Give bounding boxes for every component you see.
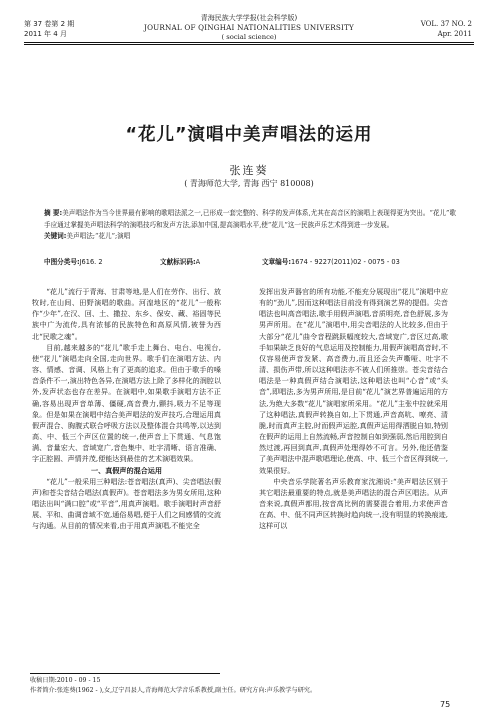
author-bio: 作者简介:张连葵(1962 - ),女,辽宁昌县人,青海师范大学音乐系教授,副主任。研究方向:声乐教学与研究。 [30, 687, 317, 694]
keywords [44, 231, 456, 243]
document-code-label: 文献标识码: [160, 258, 196, 266]
right-column [259, 286, 448, 531]
journal-subtitle-en: ( social science) [221, 33, 277, 41]
header-rule-thin [24, 44, 474, 45]
volume-cn [24, 19, 74, 39]
article-title: “花儿”演唱中美声唱法的运用 [125, 125, 373, 145]
journal-name-en: JOURNAL OF QINGHAI NATIONALITIES UNIVERSITY [143, 23, 355, 32]
keywords-text: 美声唱法;“花儿”;演唱 [66, 232, 131, 240]
abstract-label: 摘 要: [44, 209, 63, 217]
volume-issue-cn: 第 37 卷第 2 期 [24, 20, 75, 28]
page-number: 75 [440, 700, 451, 709]
author-affiliation: ( 青海师范大学, 青海 西宁 810008) [184, 179, 314, 188]
author-name: 张连葵 [229, 164, 269, 177]
left-column [32, 286, 221, 531]
keywords-label: 关键词: [44, 232, 67, 240]
journal-title-block [130, 14, 368, 42]
received-date: 收稿日期:2010 - 09 - 15 [30, 677, 101, 684]
article-number-label: 文章编号: [262, 258, 292, 266]
journal-name-cn: 青海民族大学学报(社会科学版) [200, 14, 298, 22]
body-paragraph: 中央音乐学院著名声乐教育家沈湘说:“美声唱法区别于其它唱法最重要的特点,就是美声唱法的混合声区唱法。从声音来说,真假声都用,按音高比例的需要混合着用,力求使声音在高、中、低不同声区转换时趋向统一,没有明显的转换痕迹,这样可以 [259, 476, 448, 531]
article-number-value: 1674 - 9227(2011)02 - 0075 - 03 [291, 258, 400, 266]
header-rule [24, 42, 474, 43]
section-heading: 一、真假声的混合运用 [91, 465, 162, 475]
volume-issue-en: VOL. 37 NO. 2 [420, 20, 472, 28]
document-code [160, 256, 200, 266]
article-number [262, 256, 400, 266]
body-paragraph: 发挥出发声器官的所有功能,不能充分展现出“花儿”演唱中应有的“劲儿”,因而这种唱法目前没有得到演艺界的提倡。尖音唱法也叫高音唱法,歌手用假声演唱,音质明亮,音色舒展,多为男声所用。在“花儿”演唱中,用尖音唱法的人比较多,但由于大部分“花儿”曲令音程跳跃幅度较大,音域宽广,音区过高,歌手如果缺乏良好的气息运用及控制能力,用假声演唱高音时,不仅容易使声音发紧、高音费力,而且还会失声嘶哑、吐字不清、损伤声带,所以这种唱法亦不被人们所推崇。苍尖音结合唱法是一种真假声结合演唱法,这种唱法也叫“心音”或“头音”,即唱法,多为男声所用,是目前“花儿”演艺界普遍运用的方法,为绝大多数“花儿”演唱家所采用。“花儿”主张中拉就采用了这种唱法,真假声转换自如,上下贯通,声音高吭、嘹亮、清脆,时而真声主腔,时而假声运腔,真假声运用得洒脱自如,特别在假声的运用上自然流畅,声音控制自如到强弱,然后用腔到自然过渡,再回到真声,真假声处理得妙不可言。另外,他还借鉴了美声唱法中混声歌唱理论,使高、中、低三个音区得到统一,效果很好。 [259, 287, 448, 475]
footnote-rule [30, 673, 220, 674]
document-code-value: A [195, 258, 201, 266]
body-paragraph: “花儿”流行于青海、甘肃等地,是人们在劳作、出行、放牧时,在山间、田野演唱的歌曲。河湟地区的“花儿”一般称作“少年”,在汉、回、土、撒拉、东乡、保安、藏、裕固等民族中广为流传,具有浓郁的民族特色和高原风情,被誉为西北“民歌之魂”。 [32, 287, 221, 341]
abstract [44, 208, 456, 243]
classification-value: J616. 2 [79, 258, 103, 266]
date-en: Apr. 2011 [437, 30, 472, 38]
classification-number [44, 256, 103, 266]
classification-label: 中图分类号: [44, 258, 80, 266]
volume-en [421, 19, 472, 39]
body-paragraph: 目前,越来越多的“花儿”歌手走上舞台、电台、电视台,使“花儿”演唱走向全国,走向世界。歌手们在演唱方法、内容、情感、音调、风格上有了更高的追求。但由于歌手的嗓音条件不一,演出特色各异,在演唱方法上除了多样化的润腔以外,发声状态也存在差异。在演唱中,如果歌手演唱方法不正确,容易出现声音单薄、僵硬,高音费力,颤抖,吸力不足等现象。但是如果在演唱中结合美声唱法的发声技巧,合理运用真假声混合、胸腹式联合呼吸方法以及整体混合共鸣等,以达到高、中、低三个声区位置的统一,使声音上下贯通、气息饱满、音量宏大、音域宽广,音色集中、吐字清晰、语言准确、字正腔圆、声情并茂,便能达到最佳的艺术演唱效果。 [32, 342, 221, 464]
abstract-text: 美声唱法作为当今世界最有影响的歌唱法派之一,已形成一套完整的、科学的发声体系,尤其在高音区的演唱上表现得更为突出。“花儿”歌手应通过掌握美声唱法科学的演唱技巧和发声方法,添加中国,提高演唱水平,使“花儿”这一民族声乐艺术得到进一步发展。 [44, 209, 457, 229]
body-paragraph: “花儿”一般采用三种唱法:苍音唱法(真声)、尖音唱法(假声)和苍尖音结合唱法(真假声)。苍音唱法多为男女所用,这种唱法出叫“满口腔”或“平音”,用真声演唱。歌手演唱时声音舒展、平和、曲调音域不宽,通俗易唱,便于人们之间感情的交流与沟通。从目前的情况来看,由于用真声演唱,不能完全 [32, 476, 221, 531]
date-cn: 2011 年 4 月 [24, 30, 67, 38]
